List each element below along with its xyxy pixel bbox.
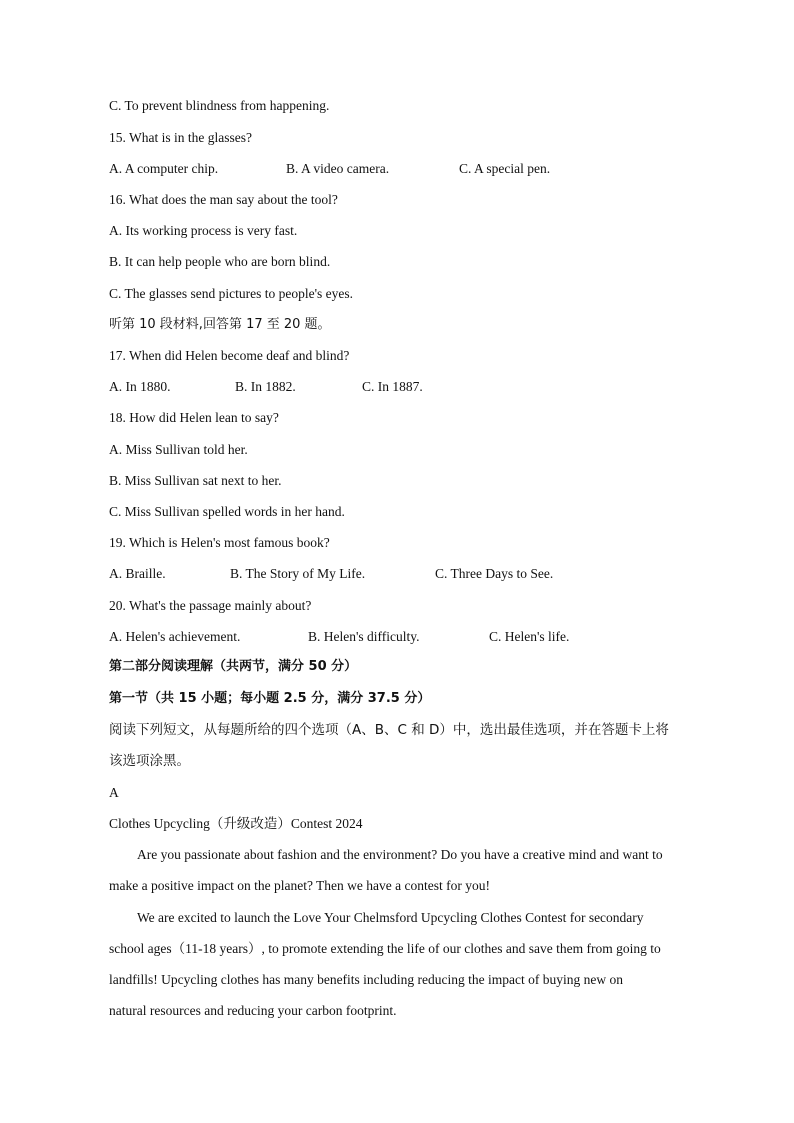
q16-question: 16. What does the man say about the tool? [109,192,338,207]
reading-instruction-line2: 该选项涂黑。 [109,753,190,769]
q16-option-b: B. It can help people who are born blind. [109,254,331,269]
paragraph1-line1: Are you passionate about fashion and the environment? Do you have a creative mind and want to [137,847,663,862]
q17-option-a: A. In 1880. [109,379,171,394]
q18-option-a: A. Miss Sullivan told her. [109,442,248,457]
paragraph2-line2: school ages（11-18 years）, to promote extending the life of our clothes and save them from going to [109,941,661,956]
q15-question: 15. What is in the glasses? [109,130,252,145]
q16-option-a: A. Its working process is very fast. [109,223,298,238]
q17-option-c: C. In 1887. [362,379,423,394]
q15-option-a: A. A computer chip. [109,161,219,176]
q18-option-c: C. Miss Sullivan spelled words in her hand. [109,504,345,519]
paragraph2-line4: natural resources and reducing your carbon footprint. [109,1003,397,1018]
q20-option-b: B. Helen's difficulty. [308,629,420,644]
q16-option-c: C. The glasses send pictures to people's eyes. [109,286,354,301]
paragraph2-line1: We are excited to launch the Love Your Chelmsford Upcycling Clothes Contest for secondary [137,910,644,925]
part2-heading: 第二部分阅读理解（共两节，满分 50 分） [109,659,358,674]
q15-option-c: C. A special pen. [459,161,551,176]
q14-option-c: C. To prevent blindness from happening. [109,98,330,113]
paragraph1-line2: make a positive impact on the planet? Then we have a contest for you! [109,878,490,893]
q19-option-b: B. The Story of My Life. [230,566,366,581]
passage-title: Clothes Upcycling（升级改造）Contest 2024 [109,816,363,831]
q17-question: 17. When did Helen become deaf and blind? [109,348,350,363]
q20-option-c: C. Helen's life. [489,629,570,644]
q18-question: 18. How did Helen lean to say? [109,410,279,425]
passage-label: A [109,785,119,800]
q15-option-b: B. A video camera. [286,161,390,176]
q19-option-a: A. Braille. [109,566,166,581]
q19-question: 19. Which is Helen's most famous book? [109,535,330,550]
q17-option-b: B. In 1882. [235,379,296,394]
section10-instruction: 听第 10 段材料,回答第 17 至 20 题。 [109,317,331,332]
section1-heading: 第一节（共 15 小题；每小题 2.5 分，满分 37.5 分） [109,691,431,706]
q19-option-c: C. Three Days to See. [435,566,554,581]
reading-instruction-line1: 阅读下列短文，从每题所给的四个选项（A、B、C 和 D）中，选出最佳选项，并在答题卡上将 [109,722,669,738]
paragraph2-line3: landfills! Upcycling clothes has many benefits including reducing the impact of buying new on [109,972,624,987]
q20-question: 20. What's the passage mainly about? [109,598,312,613]
q18-option-b: B. Miss Sullivan sat next to her. [109,473,282,488]
q20-option-a: A. Helen's achievement. [109,629,241,644]
